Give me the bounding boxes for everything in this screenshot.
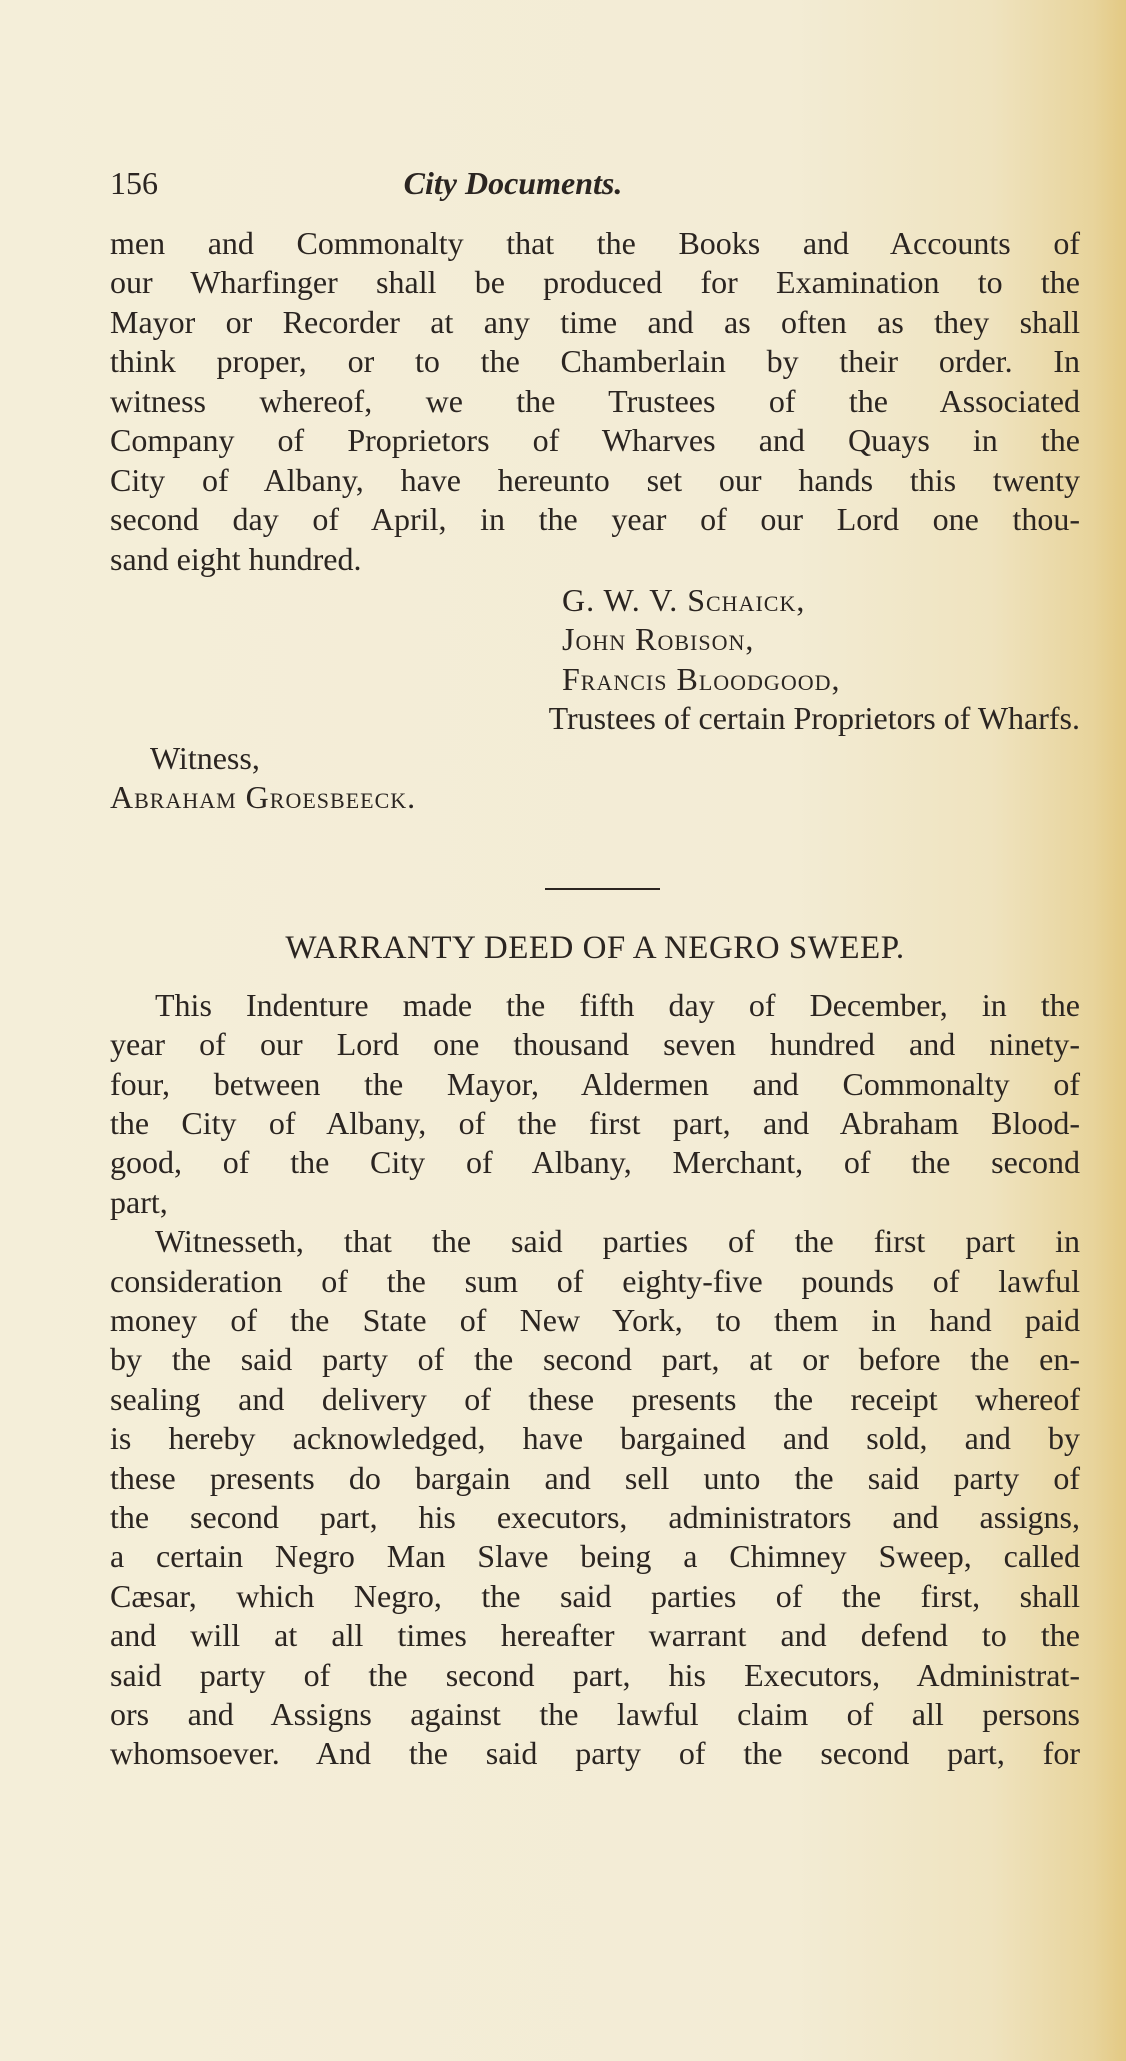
text-line: a certain Negro Man Slave being a Chimney Sweep, called <box>110 1538 1080 1574</box>
text-line: Witnesseth, that the said parties of the first part in <box>155 1223 1080 1259</box>
text-line: City of Albany, have hereunto set our hands this twenty <box>110 462 1080 498</box>
text-line: second day of April, in the year of our Lord one thou- <box>110 501 1080 537</box>
text-line: is hereby acknowledged, have bargained and sold, and by <box>110 1420 1080 1456</box>
text-line: said party of the second part, his Executors, Administrat- <box>110 1657 1080 1693</box>
text-line: part, <box>110 1184 168 1220</box>
signatory: Francis Bloodgood, <box>562 661 841 697</box>
section-title: WARRANTY DEED OF A NEGRO SWEEP. <box>285 930 905 966</box>
signatory: G. W. V. Schaick, <box>562 582 806 618</box>
text-line: our Wharfinger shall be produced for Examination to the <box>110 264 1080 300</box>
text-line: the City of Albany, of the first part, and Abraham Blood- <box>110 1105 1080 1141</box>
witness-name: Abraham Groesbeeck. <box>110 779 417 815</box>
text-line: ors and Assigns against the lawful claim of all persons <box>110 1696 1080 1732</box>
text-line: think proper, or to the Chamberlain by their order. In <box>110 343 1080 379</box>
text-line: consideration of the sum of eighty-five pounds of lawful <box>110 1263 1080 1299</box>
text-line: four, between the Mayor, Aldermen and Commonalty of <box>110 1066 1080 1102</box>
text-line: Mayor or Recorder at any time and as often as they shall <box>110 304 1080 340</box>
text-line: by the said party of the second part, at or before the en- <box>110 1341 1080 1377</box>
text-line: and will at all times hereafter warrant and defend to the <box>110 1617 1080 1653</box>
text-line: sand eight hundred. <box>110 541 362 577</box>
text-line: witness whereof, we the Trustees of the Associated <box>110 383 1080 419</box>
section-divider <box>545 888 660 890</box>
text-line: these presents do bargain and sell unto the said party of <box>110 1460 1080 1496</box>
text-line: money of the State of New York, to them in hand paid <box>110 1302 1080 1338</box>
text-line: men and Commonalty that the Books and Accounts of <box>110 225 1080 261</box>
page-number: 156 <box>110 165 158 201</box>
trustees-line: Trustees of certain Proprietors of Wharfs. <box>548 700 1080 736</box>
text-line: Cæsar, which Negro, the said parties of the first, shall <box>110 1578 1080 1614</box>
text-line: the second part, his executors, administrators and assigns, <box>110 1499 1080 1535</box>
text-line: good, of the City of Albany, Merchant, of the second <box>110 1144 1080 1180</box>
text-line: whomsoever. And the said party of the second part, for <box>110 1735 1080 1771</box>
text-line: This Indenture made the fifth day of December, in the <box>155 987 1080 1023</box>
witness-label: Witness, <box>150 740 260 776</box>
text-line: year of our Lord one thousand seven hundred and ninety- <box>110 1026 1080 1062</box>
running-title: City Documents. <box>403 165 623 201</box>
text-line: sealing and delivery of these presents the receipt whereof <box>110 1381 1080 1417</box>
signatory: John Robison, <box>562 621 755 657</box>
text-line: Company of Proprietors of Wharves and Quays in the <box>110 422 1080 458</box>
